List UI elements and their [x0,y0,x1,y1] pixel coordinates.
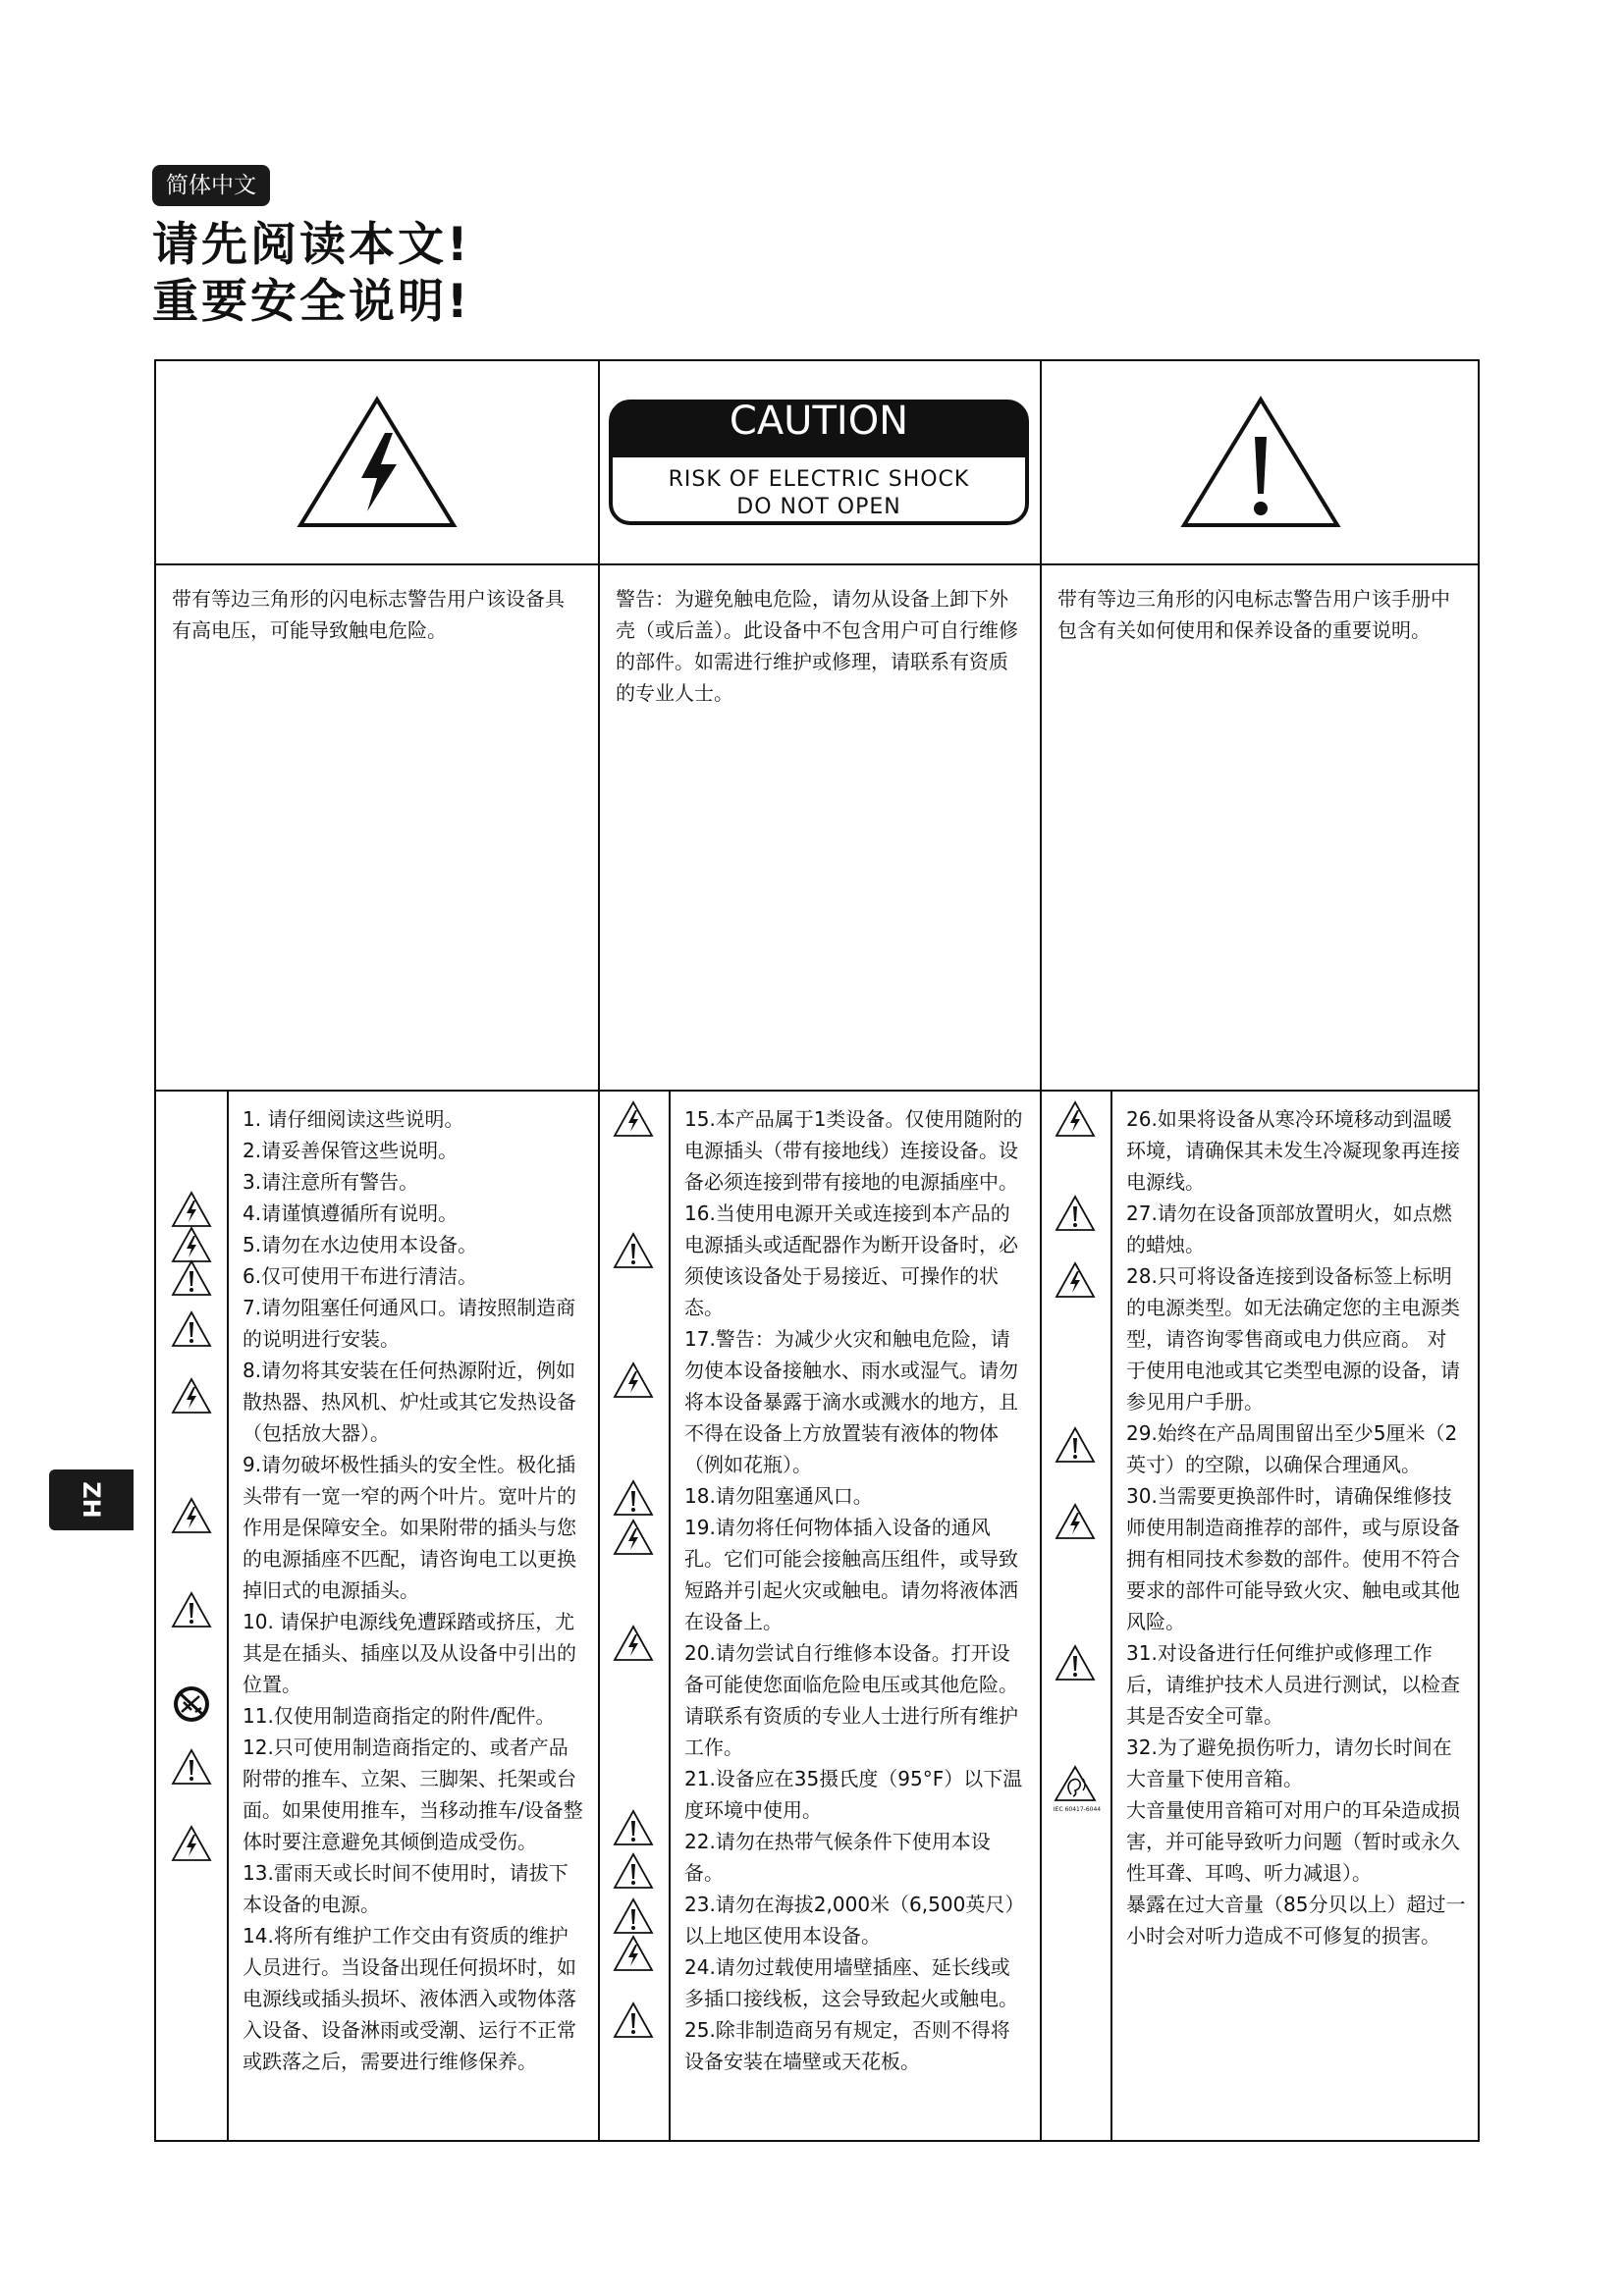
safety-table [154,359,1480,2142]
exclamation-icon [1054,1425,1097,1465]
instruction-item: 大音量使用音箱可对用户的耳朵造成损害，并可能导致听力问题（暂时或永久性耳聋、耳鸣、听力减退）。 [1126,1798,1460,1885]
exclamation-symbol-cell [1040,361,1482,563]
hearing-damage-icon [1053,1765,1102,1813]
instruction-item: 11.仅使用制造商指定的附件/配件。 [243,1704,556,1728]
lightning-description: 带有等边三角形的闪电标志警告用户该设备具有高电压，可能导致触电危险。 [172,587,565,642]
lightning-icon [1054,1099,1097,1139]
instruction-item: 27.请勿在设备顶部放置明火，如点燃的蜡烛。 [1126,1201,1452,1256]
lightning-icon [612,1934,655,1973]
exclamation-icon [612,1851,655,1891]
lightning-icon [170,1496,213,1535]
lightning-icon [1054,1260,1097,1300]
exclamation-icon [612,1896,655,1936]
exclamation-icon [612,1231,655,1270]
lightning-symbol-cell [156,361,598,563]
caution-heading: CAUTION [729,399,909,444]
instruction-item: 暴露在过大音量（85分贝以上）超过一小时会对听力造成不可修复的损害。 [1126,1893,1466,1948]
instruction-item: 8.请勿将其安装在任何热源附近，例如散热器、热风机、炉灶或其它发热设备（包括放大器）。 [243,1359,576,1445]
page-title-line2: 重要安全说明! [152,275,471,329]
instruction-item: 12.只可使用制造商指定的、或者产品附带的推车、立架、三脚架、托架或台面。如果使用推车，当移动推车/设备整体时要注意避免其倾倒造成受伤。 [243,1735,583,1853]
lightning-icon [612,1361,655,1400]
instructions-column-2 [671,1092,1040,2142]
language-side-tab-label: ZH [78,1481,105,1519]
language-side-tab [49,1469,134,1530]
lightning-icon [170,1376,213,1415]
instruction-item: 5.请勿在水边使用本设备。 [243,1233,478,1256]
icon-column-3 [1040,1092,1110,2142]
instruction-item: 2.请妥善保管这些说明。 [243,1139,459,1162]
lightning-warning-icon [295,394,460,531]
hearing-icon-caption: IEC 60417-6044 [1053,1806,1102,1813]
instruction-item: 23.请勿在海拔2,000米（6,500英尺）以上地区使用本设备。 [684,1893,1025,1948]
exclamation-icon [170,1747,213,1787]
page-title-line1: 请先阅读本文! [152,218,471,272]
exclamation-icon [170,1309,213,1349]
instruction-item: 14.将所有维护工作交由有资质的维护人员进行。当设备出现任何损坏时，如电源线或插头损坏、液体洒入或物体落入设备、设备淋雨或受潮、运行不正常或跌落之后，需要进行维修保养。 [243,1924,576,2073]
exclamation-icon [612,1808,655,1847]
instructions-column-1 [229,1092,598,2142]
exclamation-icon [170,1590,213,1629]
instruction-item: 31.对设备进行任何维护或修理工作后，请维护技术人员进行测试，以检查其是否安全可靠。 [1126,1641,1460,1728]
instruction-item: 25.除非制造商另有规定，否则不得将设备安装在墙壁或天花板。 [684,2018,1010,2073]
instruction-item: 29.始终在产品周围留出至少5厘米（2英寸）的空隙，以确保合理通风。 [1126,1421,1458,1476]
cart-tipover-icon [170,1684,213,1724]
caution-description: 警告：为避免触电危险，请勿从设备上卸下外壳（或后盖）。此设备中不包含用户可自行维修的部件。如需进行维护或修理，请联系有资质的专业人士。 [616,587,1018,705]
caution-label-cell [598,361,1040,563]
instruction-item: 17.警告：为减少火灾和触电危险，请勿使本设备接触水、雨水或湿气。请勿将本设备暴露于滴水或溅水的地方，且不得在设备上方放置装有液体的物体（例如花瓶）。 [684,1327,1018,1476]
instruction-item: 22.请勿在热带气候条件下使用本设备。 [684,1830,991,1885]
instruction-item: 28.只可将设备连接到设备标签上标明的电源类型。如无法确定您的主电源类型，请咨询零售商或电力供应商。 对于使用电池或其它类型电源的设备，请参见用户手册。 [1126,1264,1460,1414]
instruction-item: 6.仅可使用干布进行清洁。 [243,1264,478,1288]
instruction-item: 21.设备应在35摄氏度（95°F）以下温度环境中使用。 [684,1767,1023,1822]
exclamation-icon [1054,1643,1097,1682]
lightning-icon [170,1824,213,1863]
caution-line2: DO NOT OPEN [736,495,901,519]
lightning-icon [612,1099,655,1139]
instruction-item: 32.为了避免损伤听力，请勿长时间在大音量下使用音箱。 [1126,1735,1452,1790]
lightning-icon [612,1624,655,1663]
exclamation-warning-icon [1178,394,1343,531]
lightning-icon [1054,1502,1097,1541]
instruction-item: 1. 请仔细阅读这些说明。 [243,1107,464,1131]
instruction-item: 16.当使用电源开关或连接到本产品的电源插头或适配器作为断开设备时，必须使该设备处于易接近、可操作的状态。 [684,1201,1018,1319]
instructions-column-3 [1112,1092,1480,2142]
icon-column-2 [598,1092,669,2142]
exclamation-icon [612,2001,655,2040]
language-badge: 简体中文 [152,165,270,206]
instruction-item: 24.请勿过载使用墙壁插座、延长线或多插口接线板，这会导致起火或触电。 [684,1955,1018,2010]
lightning-icon [170,1190,213,1229]
instruction-item: 19.请勿将任何物体插入设备的通风孔。它们可能会接触高压组件，或导致短路并引起火灾或触电。请勿将液体洒在设备上。 [684,1516,1018,1633]
instruction-item: 18.请勿阻塞通风口。 [684,1484,873,1508]
exclamation-icon [1054,1194,1097,1233]
instruction-item: 26.如果将设备从寒冷环境移动到温暖环境，请确保其未发生冷凝现象再连接电源线。 [1126,1107,1460,1194]
instruction-item: 30.当需要更换部件时，请确保维修技师使用制造商推荐的部件，或与原设备拥有相同技术参数的部件。使用不符合要求的部件可能导致火灾、触电或其他风险。 [1126,1484,1460,1633]
instruction-item: 15.本产品属于1类设备。仅使用随附的电源插头（带有接地线）连接设备。设备必须连接到带有接地的电源插座中。 [684,1107,1023,1194]
instruction-item: 3.请注意所有警告。 [243,1170,419,1194]
instruction-item: 7.请勿阻塞任何通风口。请按照制造商的说明进行安装。 [243,1296,576,1351]
exclamation-icon [170,1258,213,1298]
instruction-item: 10. 请保护电源线免遭踩踏或挤压，尤其是在插头、插座以及从设备中引出的位置。 [243,1610,576,1696]
exclamation-icon [612,1478,655,1518]
icon-column-1 [156,1092,227,2142]
instruction-item: 13.雷雨天或长时间不使用时，请拔下本设备的电源。 [243,1861,568,1916]
instruction-item: 9.请勿破坏极性插头的安全性。极化插头带有一宽一窄的两个叶片。宽叶片的作用是保障安全。如果附带的插头与您的电源插座不匹配，请咨询电工以更换掉旧式的电源插头。 [243,1453,576,1602]
instruction-item: 20.请勿尝试自行维修本设备。打开设备可能使您面临危险电压或其他危险。请联系有资质的专业人士进行所有维护工作。 [684,1641,1018,1759]
lightning-icon [612,1518,655,1557]
caution-line1: RISK OF ELECTRIC SHOCK [668,467,970,492]
instruction-item: 4.请谨慎遵循所有说明。 [243,1201,459,1225]
exclamation-description: 带有等边三角形的闪电标志警告用户该手册中包含有关如何使用和保养设备的重要说明。 [1057,587,1450,642]
